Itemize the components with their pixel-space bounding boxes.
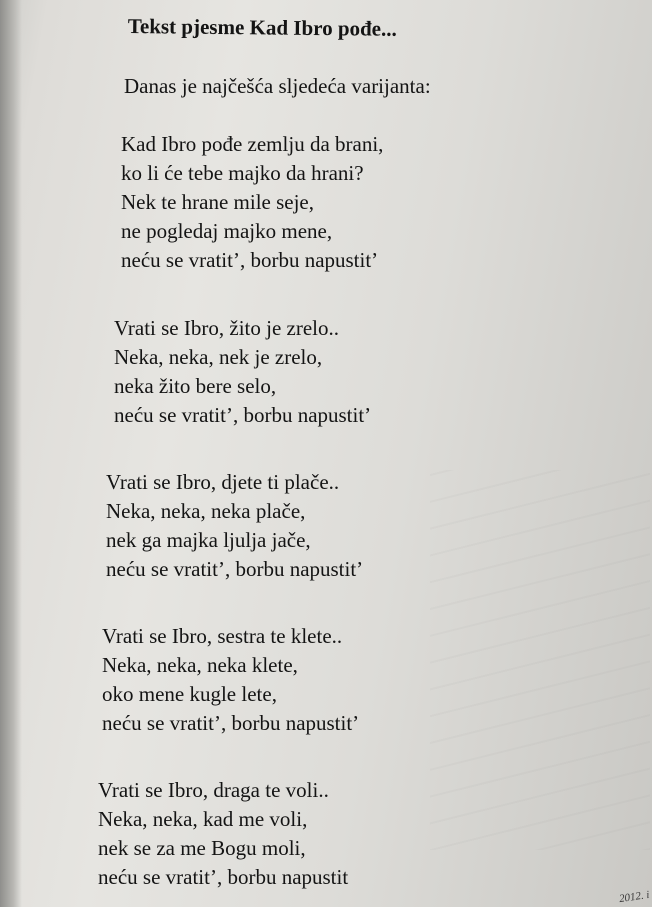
verse-line: neka žito bere selo, [114, 374, 277, 398]
verse-line: neću se vratit’, borbu napustit [98, 865, 349, 889]
stanza-3 [106, 468, 363, 584]
verse-line: Neka, neka, nek je zrelo, [114, 345, 323, 369]
verse-line: neću se vratit’, borbu napustit’ [121, 248, 379, 272]
verse-line: ko li će tebe majko da hrani? [121, 161, 364, 185]
verse-line: ne pogledaj majko mene, [121, 219, 333, 243]
verse-line: neću se vratit’, borbu napustit’ [106, 557, 364, 581]
verse-line: Neka, neka, kad me voli, [98, 807, 308, 831]
stanza-1 [121, 130, 383, 275]
intro-text: Danas je najčešća sljedeća varijanta: [124, 74, 431, 98]
footer-note: 2012. i [618, 888, 651, 906]
verse-line: Kad Ibro pođe zemlju da brani, [121, 132, 384, 156]
verse-line: Vrati se Ibro, žito je zrelo.. [114, 316, 339, 340]
verse-line: Vrati se Ibro, djete ti plače.. [106, 470, 340, 494]
verse-line: neću se vratit’, borbu napustit’ [102, 711, 360, 735]
verse-line: oko mene kugle lete, [102, 682, 277, 706]
stanza-5 [98, 776, 348, 892]
verse-line: Neka, neka, neka plače, [106, 499, 306, 523]
stanza-2 [114, 314, 371, 430]
stanza-4 [102, 622, 359, 738]
verse-line: Neka, neka, neka klete, [102, 653, 298, 677]
verse-line: nek ga majka ljulja jače, [106, 528, 311, 552]
verse-line: Nek te hrane mile seje, [121, 190, 314, 214]
verse-line: Vrati se Ibro, draga te voli.. [98, 778, 329, 802]
verse-line: nek se za me Bogu moli, [98, 836, 306, 860]
verse-line: neću se vratit’, borbu napustit’ [114, 403, 372, 427]
verse-line: Vrati se Ibro, sestra te klete.. [102, 624, 343, 648]
page-title: Tekst pjesme Kad Ibro pođe... [127, 14, 397, 41]
